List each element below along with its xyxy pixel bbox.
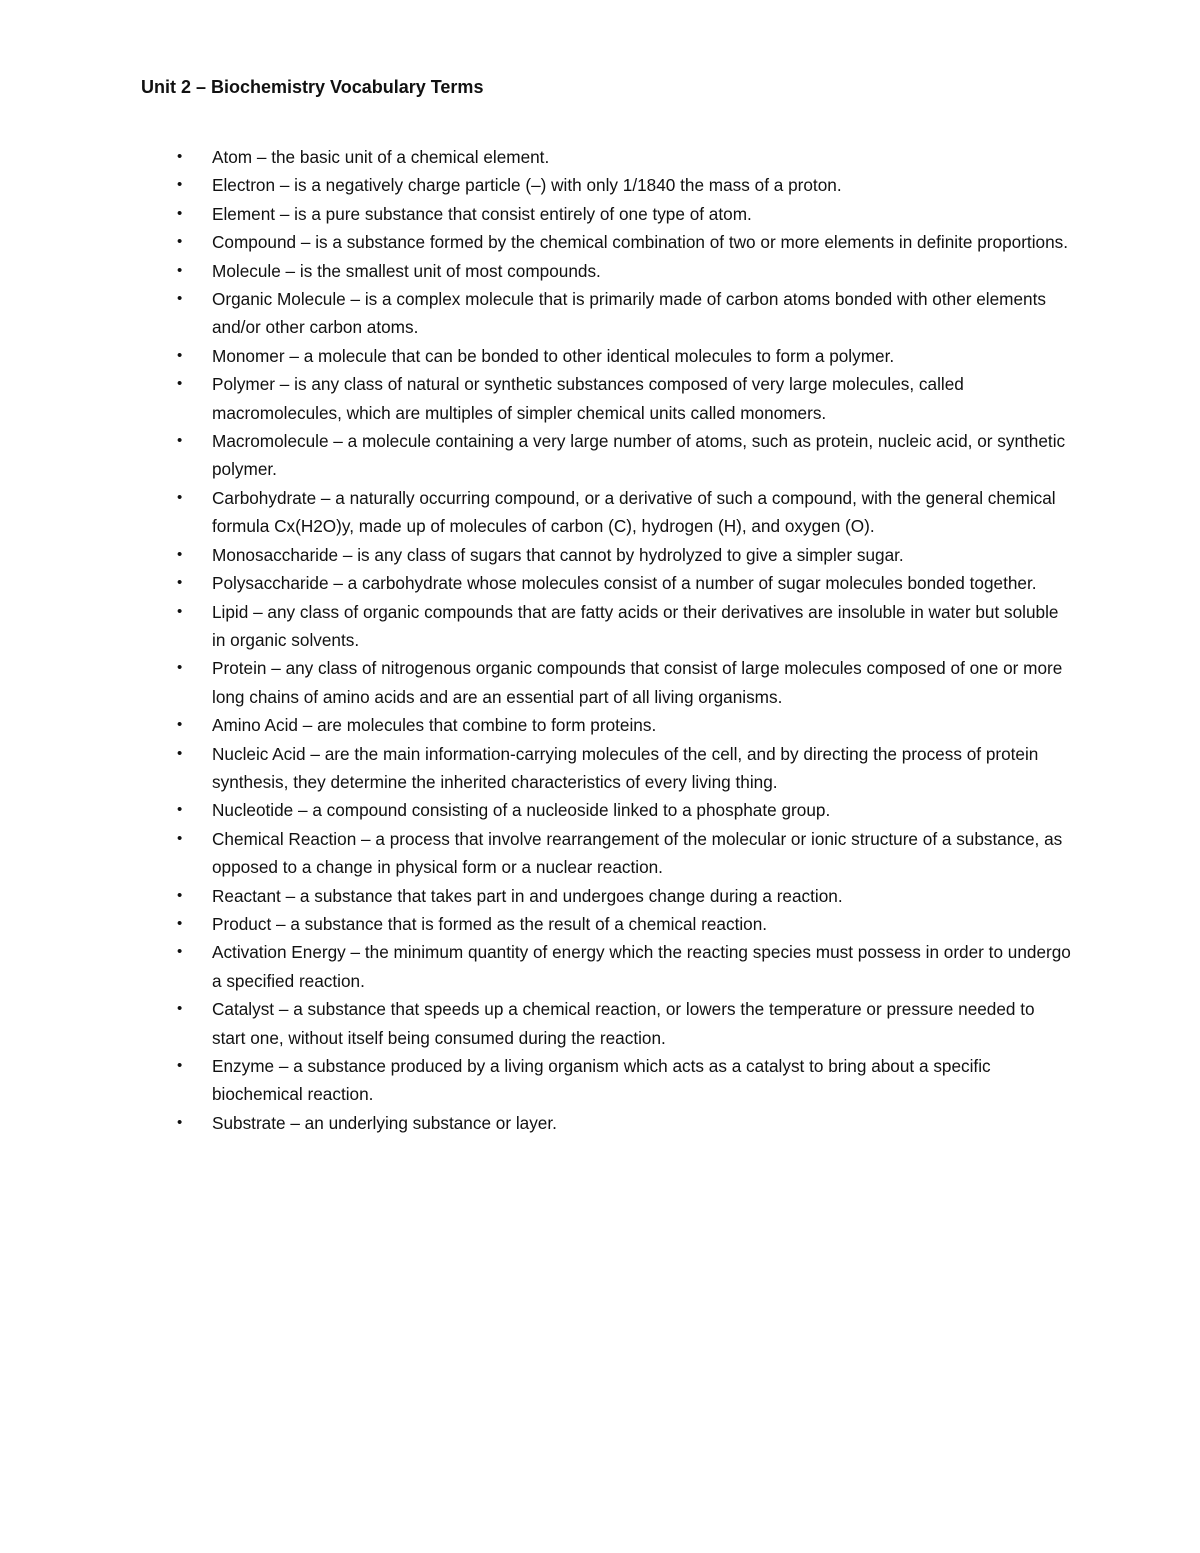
- list-item: [177, 257, 1072, 285]
- term-definition: Reactant – a substance that takes part in and undergoes change during a reaction.: [212, 885, 843, 906]
- list-item: [177, 370, 1072, 427]
- term-definition: Catalyst – a substance that speeds up a chemical reaction, or lowers the temperature or pressure needed to start one, without itself being consumed during the reaction.: [212, 999, 1035, 1048]
- list-item: [177, 938, 1072, 995]
- term-definition: Enzyme – a substance produced by a living organism which acts as a catalyst to bring about a specific biochemical reaction.: [212, 1056, 991, 1105]
- term-definition: Monomer – a molecule that can be bonded to other identical molecules to form a polymer.: [212, 345, 895, 366]
- term-definition: Polysaccharide – a carbohydrate whose molecules consist of a number of sugar molecules bonded together.: [212, 573, 1037, 594]
- bullet-icon: •: [177, 659, 183, 677]
- list-item: [177, 541, 1072, 569]
- list-item: [177, 740, 1072, 797]
- term-definition: Element – is a pure substance that consist entirely of one type of atom.: [212, 203, 752, 224]
- list-item: [177, 143, 1072, 171]
- bullet-icon: •: [177, 1057, 183, 1074]
- bullet-icon: •: [177, 432, 183, 450]
- bullet-icon: •: [177, 886, 183, 904]
- bullet-icon: •: [177, 261, 183, 279]
- term-definition: Chemical Reaction – a process that involve rearrangement of the molecular or ionic structure of a substance, as opposed to a change in physical form or a nuclear reaction.: [212, 828, 1063, 878]
- term-definition: Amino Acid – are molecules that combine to form proteins.: [212, 715, 657, 736]
- list-item: [177, 654, 1072, 711]
- term-definition: Nucleic Acid – are the main information-carrying molecules of the cell, and by directing the process of protein synthesis, they determine the inherited characteristics of every living thing.: [212, 743, 1039, 792]
- term-definition: Product – a substance that is formed as the result of a chemical reaction.: [212, 913, 768, 934]
- bullet-icon: •: [177, 488, 183, 506]
- list-item: [177, 569, 1072, 597]
- bullet-icon: •: [177, 1113, 183, 1131]
- term-definition: Activation Energy – the minimum quantity of energy which the reacting species must possess in order to undergo a specified reaction.: [212, 942, 1071, 991]
- list-item: [177, 1109, 1072, 1137]
- list-item: [177, 285, 1072, 342]
- list-item: [177, 598, 1072, 655]
- term-definition: Macromolecule – a molecule containing a very large number of atoms, such as protein, nucleic acid, or synthetic polymer.: [212, 431, 1066, 480]
- bullet-icon: •: [177, 1000, 183, 1018]
- term-definition: Nucleotide – a compound consisting of a nucleoside linked to a phosphate group.: [212, 800, 831, 821]
- bullet-icon: •: [177, 545, 183, 563]
- list-item: [177, 711, 1072, 739]
- bullet-icon: •: [177, 914, 183, 932]
- bullet-icon: •: [177, 943, 183, 961]
- list-item: [177, 1052, 1072, 1109]
- term-definition: Polymer – is any class of natural or synthetic substances composed of very large molecules, called macromolecules, which are multiples of simpler chemical units called monomers.: [212, 374, 964, 423]
- list-item: [177, 796, 1072, 824]
- list-item: [177, 484, 1072, 541]
- bullet-icon: •: [177, 176, 183, 194]
- bullet-icon: •: [177, 290, 183, 308]
- bullet-icon: •: [177, 375, 183, 393]
- bullet-icon: •: [177, 602, 183, 620]
- list-item: [177, 342, 1072, 370]
- bullet-icon: •: [177, 346, 183, 364]
- list-item: [177, 200, 1072, 228]
- bullet-icon: •: [177, 716, 183, 734]
- term-definition: Monosaccharide – is any class of sugars that cannot by hydrolyzed to give a simpler sugar.: [212, 544, 904, 565]
- list-item: [177, 228, 1072, 256]
- bullet-icon: •: [177, 574, 183, 592]
- term-definition: Atom – the basic unit of a chemical element.: [212, 147, 550, 167]
- bullet-icon: •: [177, 829, 183, 847]
- term-definition: Protein – any class of nitrogenous organic compounds that consist of large molecules composed of one or more long chains of amino acids and are an essential part of all living organisms.: [212, 658, 1063, 707]
- bullet-icon: •: [177, 744, 183, 762]
- bullet-icon: •: [177, 801, 183, 819]
- list-item: [177, 825, 1072, 882]
- page-title: Unit 2 – Biochemistry Vocabulary Terms: [141, 77, 484, 97]
- list-item: [177, 427, 1072, 484]
- list-item: [177, 171, 1072, 199]
- term-definition: Carbohydrate – a naturally occurring compound, or a derivative of such a compound, with the general chemical formula Cx(H2O)y, made up of molecules of carbon (C), hydrogen (H), and oxygen (O).: [212, 487, 1056, 537]
- term-definition: Substrate – an underlying substance or layer.: [212, 1112, 557, 1133]
- bullet-icon: •: [177, 148, 183, 165]
- term-definition: Organic Molecule – is a complex molecule that is primarily made of carbon atoms bonded with other elements and/or other carbon atoms.: [212, 289, 1046, 338]
- term-definition: Compound – is a substance formed by the chemical combination of two or more elements in definite proportions.: [212, 232, 1069, 253]
- term-definition: Lipid – any class of organic compounds that are fatty acids or their derivatives are insoluble in water but soluble in organic solvents.: [212, 601, 1059, 650]
- term-definition: Molecule – is the smallest unit of most compounds.: [212, 260, 601, 281]
- bullet-icon: •: [177, 233, 183, 251]
- vocabulary-list: [177, 143, 1072, 1137]
- list-item: [177, 910, 1072, 938]
- list-item: [177, 995, 1072, 1052]
- term-definition: Electron – is a negatively charge particle (–) with only 1/1840 the mass of a proton.: [212, 175, 842, 196]
- list-item: [177, 882, 1072, 910]
- bullet-icon: •: [177, 204, 183, 222]
